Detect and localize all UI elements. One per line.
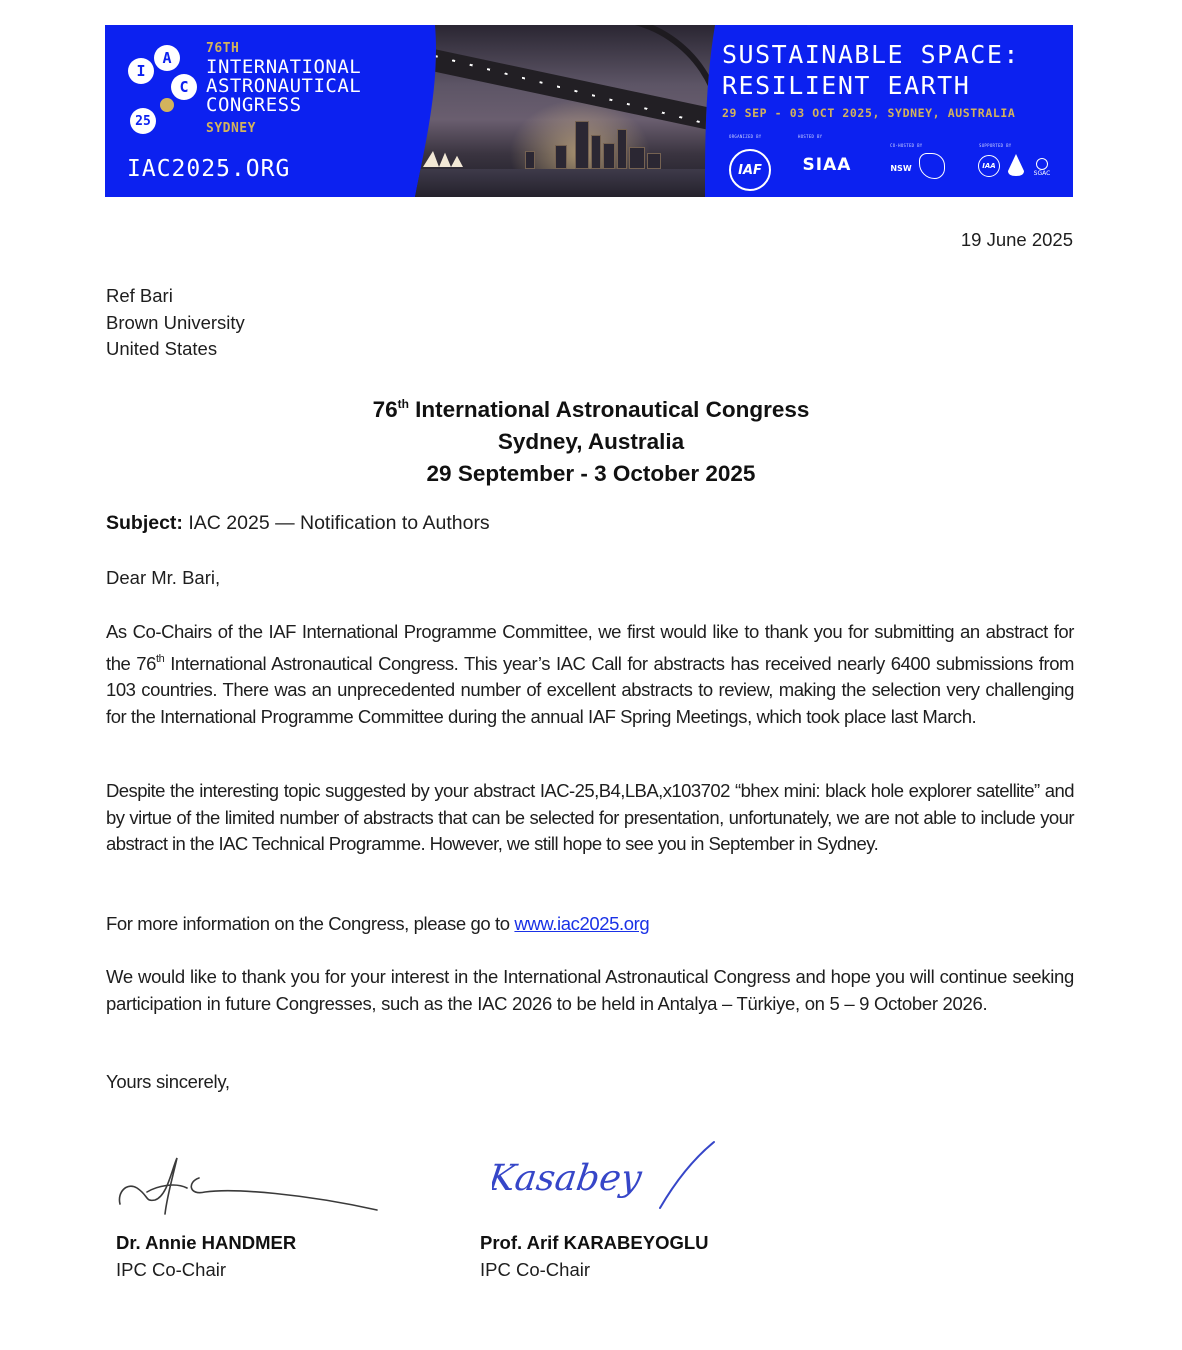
nsw-logo-icon: NSW <box>890 163 912 173</box>
paragraph-decision: Despite the interesting topic suggested by your abstract IAC-25,B4,LBA,x103702 “bhex mini: black hole explorer satellite” and by virtue of the limited number of abstracts that can be selected for presentation, unfortunately, we are not able to include your abstract in the IAC Technical Programme. However, we still hope to see you in September in Sydney. <box>106 780 1074 855</box>
svg-text:Kasabey: Kasabey <box>492 1156 645 1199</box>
heading-dates: 29 September - 3 October 2025 <box>426 461 756 486</box>
sgac-logo-icon: SGAC <box>1031 155 1053 179</box>
recipient-country: United States <box>106 338 218 359</box>
event-dates-location: 29 SEP - 03 OCT 2025, SYDNEY, AUSTRALIA <box>722 106 1016 120</box>
iisl-logo-icon <box>1007 153 1025 177</box>
tagline-line-1: SUSTAINABLE SPACE: <box>722 40 1020 69</box>
supported-by-label: SUPPORTED BY <box>979 143 1012 148</box>
letter-date: 19 June 2025 <box>960 229 1073 250</box>
heading-congress-title: 76th International Astronautical Congress <box>372 397 810 422</box>
banner-theme-block <box>715 25 1073 197</box>
logo-gold-dot-icon <box>160 98 174 112</box>
organized-by-label: ORGANIZED BY <box>729 134 762 139</box>
subject-text: IAC 2025 — Notification to Authors <box>182 512 490 534</box>
signature-karabeyoglu <box>492 1138 722 1218</box>
subject-label: Subject: <box>106 512 183 534</box>
signatory-2-name: Prof. Arif KARABEYOGLU <box>480 1232 709 1253</box>
recipient-name: Ref Bari <box>106 285 173 306</box>
logo-circle-i: I <box>128 58 154 84</box>
co-hosted-by-label: CO-HOSTED BY <box>890 143 923 148</box>
congress-line-1: INTERNATIONAL <box>206 56 362 78</box>
logo-circle-c: C <box>171 74 197 100</box>
subject-line <box>106 512 490 535</box>
website-link[interactable]: www.iac2025.org <box>514 913 650 934</box>
signature-handmer <box>115 1152 385 1217</box>
signatory-1-name: Dr. Annie HANDMER <box>116 1232 297 1253</box>
australian-space-agency-logo-icon <box>919 153 945 179</box>
edition-label: 76TH <box>206 41 240 56</box>
paragraph-more-info: For more information on the Congress, please go to www.iac2025.org <box>106 913 650 934</box>
header-banner <box>105 25 1073 197</box>
iac-logo-block <box>105 25 415 197</box>
paragraph-thanks: As Co-Chairs of the IAF International Programme Committee, we first would like to thank you for submitting an abstract for the 76th International Astronautical Congress. This year’s IAC Call for abstracts has received nearly 6400 submissions from 103 countries. There was an unprecedented number of excellent abstracts to review, making the selection very challenging for the International Programme Committee during the annual IAF Spring Meetings, which took place last March. <box>106 621 1074 727</box>
paragraph-future-congress: We would like to thank you for your interest in the International Astronautical Congress and hope you will continue seeking participation in future Congresses, such as the IAC 2026 to be held in Antalya – Türkiye, on 5 – 9 October 2026. <box>106 966 1074 1014</box>
tagline-line-2: RESILIENT EARTH <box>722 71 971 100</box>
heading-location: Sydney, Australia <box>497 429 685 454</box>
iaf-logo-icon: IAF <box>729 149 771 191</box>
congress-line-3: CONGRESS <box>206 94 302 116</box>
sydney-harbour-photo <box>415 25 715 197</box>
iaa-logo-icon: IAA <box>978 155 1000 177</box>
congress-line-2: ASTRONAUTICAL <box>206 75 362 97</box>
salutation: Dear Mr. Bari, <box>106 567 221 588</box>
logo-circle-25: 25 <box>130 108 156 134</box>
signatory-2-role: IPC Co-Chair <box>480 1259 590 1280</box>
city-label: SYDNEY <box>206 121 256 136</box>
website-label: IAC2025.ORG <box>127 156 291 182</box>
signatory-1-role: IPC Co-Chair <box>116 1259 226 1280</box>
letter-heading <box>0 388 1182 490</box>
siaa-logo-icon: SIAA <box>802 155 852 175</box>
logo-circle-a: A <box>154 45 180 71</box>
recipient-address <box>106 283 245 363</box>
closing: Yours sincerely, <box>106 1071 230 1092</box>
recipient-institution: Brown University <box>106 311 245 333</box>
hosted-by-label: HOSTED BY <box>798 134 823 139</box>
